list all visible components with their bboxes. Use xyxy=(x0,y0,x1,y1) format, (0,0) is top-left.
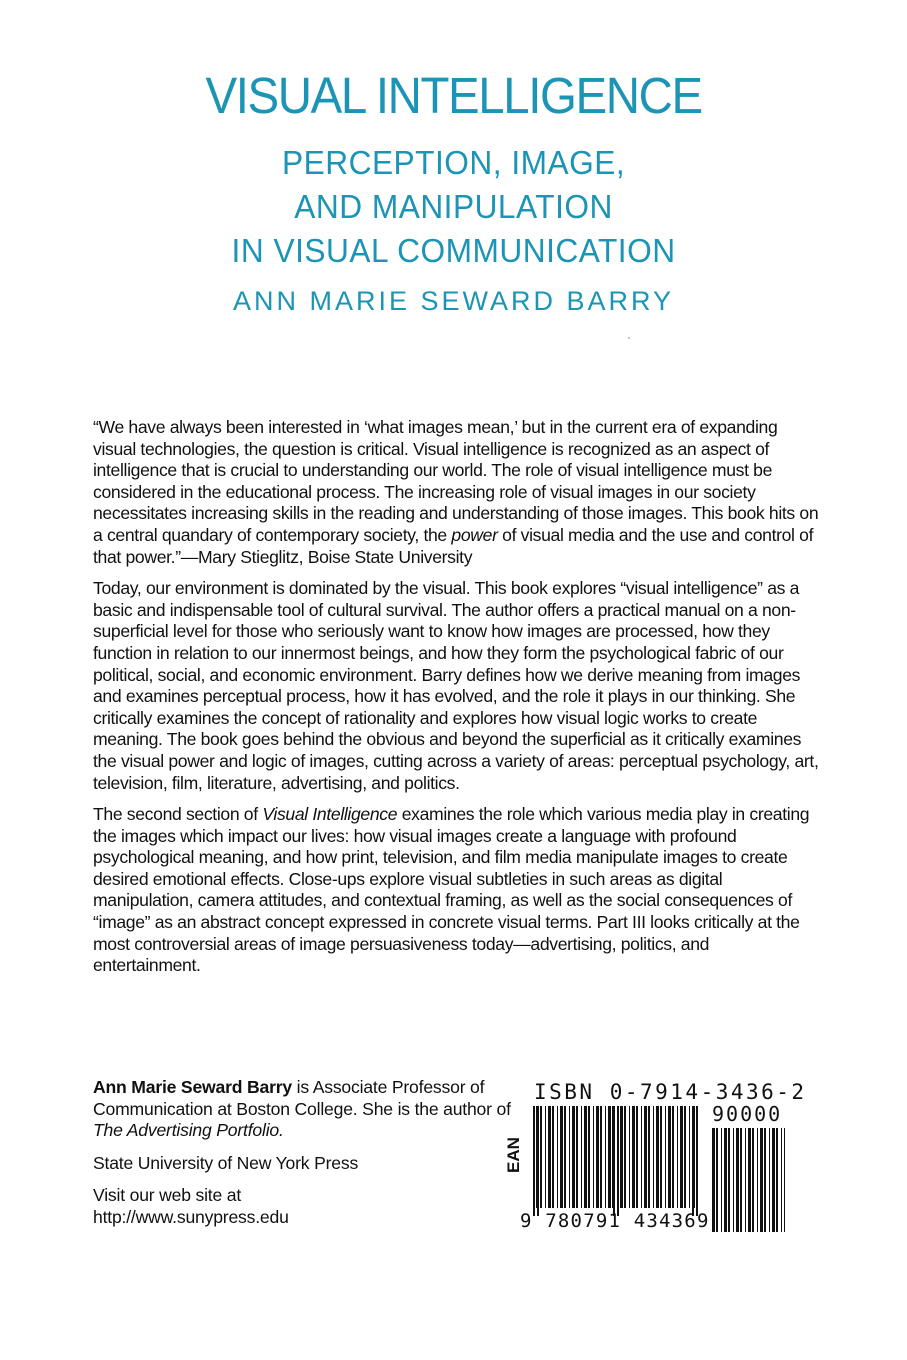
barcode-guard-bar xyxy=(533,1106,535,1216)
barcode-bar xyxy=(600,1106,602,1208)
price-addon-number: 90000 xyxy=(712,1102,783,1126)
barcode-bar xyxy=(605,1106,606,1208)
review-quote: “We have always been interested in ‘what images mean,’ but in the current era of expanding visual technologies, the question is critical. Visual intelligence is recognized as an aspect of intelligence that is crucial to understanding our world. The role of visual intelligence must be considered in the educational process. The increasing role of visual images in our society necessitates increasing skills in the reading and understanding of those images. This book hits on a central quandary of contemporary society, the power of visual media and the use and control of that power.”—Mary Stieglitz, Boise State University xyxy=(93,417,819,567)
subtitle-line: PERCEPTION, IMAGE, xyxy=(282,144,626,181)
barcode-bar xyxy=(728,1128,730,1232)
barcode-bar xyxy=(644,1106,647,1208)
author-bio xyxy=(93,1077,513,1240)
barcode-bar xyxy=(548,1106,551,1208)
blurb xyxy=(93,417,821,987)
barcode-bar xyxy=(641,1106,642,1208)
barcode-bar xyxy=(757,1128,758,1232)
barcode-bar xyxy=(564,1106,566,1208)
barcode-bar xyxy=(665,1106,666,1208)
barcode-guard-bar xyxy=(617,1106,619,1216)
barcode-bar xyxy=(748,1128,751,1232)
author-name: ANN MARIE SEWARD BARRY xyxy=(232,286,675,316)
ean-digits: 9 780791 434369 xyxy=(520,1210,710,1232)
barcode-guard-bar xyxy=(537,1106,539,1216)
barcode-bar xyxy=(552,1106,554,1208)
barcode-bar xyxy=(740,1128,742,1232)
speck-dot xyxy=(628,337,630,339)
barcode-bar xyxy=(593,1106,594,1208)
barcode-bar xyxy=(648,1106,650,1208)
barcode-bar xyxy=(620,1106,623,1208)
barcode-bar xyxy=(752,1128,754,1232)
barcode-bar xyxy=(684,1106,686,1208)
book-subtitle xyxy=(18,141,889,273)
barcode-guard-bar xyxy=(696,1106,698,1216)
barcode-bar xyxy=(636,1106,638,1208)
barcode-bar xyxy=(581,1106,582,1208)
barcode-bar xyxy=(736,1128,739,1232)
barcode-bar xyxy=(760,1128,763,1232)
barcode-bar xyxy=(733,1128,734,1232)
barcode-bar xyxy=(540,1106,542,1208)
barcode-bar xyxy=(656,1106,659,1208)
barcode-bar xyxy=(557,1106,558,1208)
ean-label: EAN xyxy=(504,1137,523,1173)
barcode-bar xyxy=(668,1106,671,1208)
barcode-bar xyxy=(680,1106,683,1208)
subtitle-line: AND MANIPULATION xyxy=(294,188,613,225)
barcode-bar xyxy=(632,1106,635,1208)
barcode-bar xyxy=(776,1128,778,1232)
description-paragraph: Today, our environment is dominated by the visual. This book explores “visual intelligence” as a basic and indispensable tool of cultural survival. The author offers a practical manual on a non-superficial level for those who seriously want to know how images are processed, how they function in relation to our innermost beings, and how they form the psychological fabric of our political, social, and economic environment. Barry defines how we derive meaning from images and examines perceptual process, how it has evolved, and the role it plays in our thinking. She critically examines the concept of rationality and explores how visual logic works to create meaning. The book goes behind the obvious and beyond the superficial as it critically examines the visual power and logic of images, cutting across a variety of areas: perceptual psychology, art, television, film, literature, advertising, and politics. xyxy=(93,578,819,793)
isbn-number: ISBN 0-7914-3436-2 xyxy=(534,1080,807,1104)
description-paragraph: The second section of Visual Intelligence examines the role which various media play in creating the images which impact our lives: how visual images create a language with profound psychological meaning, and how print, television, and film media manipulate images to create desired emotional effects. Close-ups explore visual subtleties in such areas as digital manipulation, camera attitudes, and contextual framing, as well as the social consequences of “image” as an abstract concept expressed in concrete visual terms. Part III looks critically at the most controversial areas of image persuasiveness today—advertising, politics, and entertainment. xyxy=(93,804,810,976)
barcode-bar xyxy=(584,1106,587,1208)
book-title: VISUAL INTELLIGENCE xyxy=(205,67,702,124)
subtitle-line: IN VISUAL COMMUNICATION xyxy=(231,232,676,269)
bio-author-name: Ann Marie Seward Barry xyxy=(93,1077,292,1097)
barcode-bar xyxy=(545,1106,546,1208)
bio-book-title: The Advertising Portfolio. xyxy=(93,1120,284,1141)
barcode-bar xyxy=(629,1106,630,1208)
barcode-bar xyxy=(588,1106,590,1208)
barcode-bar xyxy=(660,1106,662,1208)
barcode-bar xyxy=(576,1106,578,1208)
barcode-bar xyxy=(721,1128,722,1232)
barcode-bar xyxy=(784,1128,785,1232)
barcode-bar xyxy=(716,1128,718,1232)
barcode-bar xyxy=(689,1106,690,1208)
barcode-bar xyxy=(769,1128,770,1232)
barcode-bar xyxy=(677,1106,678,1208)
barcode-bar xyxy=(772,1128,775,1232)
bio-paragraph: Ann Marie Seward Barry is Associate Professor of Communication at Boston College. She is the author of The Advertising Portfolio. xyxy=(93,1077,511,1141)
barcode-bar xyxy=(572,1106,575,1208)
barcode-bar xyxy=(596,1106,599,1208)
barcode-guard-bar xyxy=(613,1106,615,1216)
barcode-bar xyxy=(608,1106,611,1208)
barcode-bar xyxy=(560,1106,563,1208)
barcode-bar xyxy=(672,1106,674,1208)
website-info: Visit our web site at http://www.sunypress.edu xyxy=(93,1185,289,1227)
barcode-bar xyxy=(624,1106,626,1208)
barcode-bar xyxy=(745,1128,746,1232)
barcode-bar xyxy=(653,1106,654,1208)
barcode-guard-bar xyxy=(692,1106,694,1216)
barcode-block xyxy=(500,1080,810,1240)
barcode-bar xyxy=(724,1128,727,1232)
barcode-bar xyxy=(569,1106,570,1208)
publisher-name: State University of New York Press xyxy=(93,1152,359,1173)
barcode-bar xyxy=(781,1128,782,1232)
barcode-bar xyxy=(712,1128,715,1232)
barcode-bar xyxy=(764,1128,766,1232)
website-url[interactable]: http://www.sunypress.edu xyxy=(93,1206,289,1227)
